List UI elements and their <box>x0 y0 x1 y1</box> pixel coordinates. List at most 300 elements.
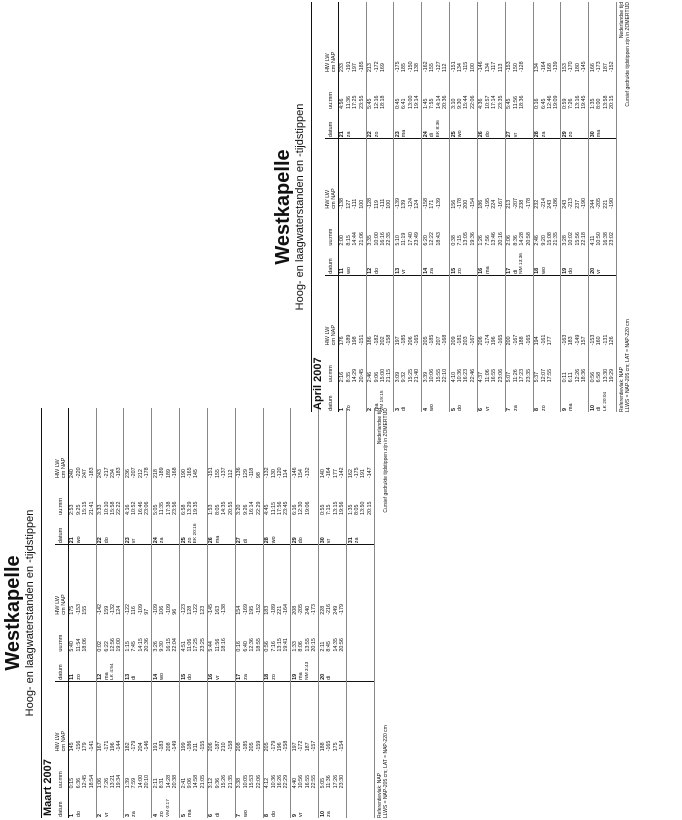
day-17-times-cell <box>235 616 263 653</box>
day-15-date-cell <box>450 247 478 276</box>
day-14-heights-cell <box>422 139 450 210</box>
day-30-ht: -152 <box>608 61 615 73</box>
day-21-ht: -183 <box>88 467 95 479</box>
header-unit: cm NAP <box>61 730 68 752</box>
header-hwlw: HW LW <box>55 595 61 615</box>
day-4-tm: 22:10 <box>442 368 449 383</box>
day-6-times-cell <box>477 346 505 383</box>
header-date: datum <box>55 653 68 682</box>
day-10-times-cell <box>319 752 347 789</box>
day-13-ht: 124 <box>414 199 421 209</box>
day-25-ht: 145 <box>193 469 200 479</box>
day-17-date-cell <box>235 653 263 682</box>
day-17-times-cell <box>505 210 533 247</box>
day-24-tm: 11:35 <box>159 501 166 516</box>
day-12-ht: -128 <box>367 197 374 209</box>
day-4-tm: 20:38 <box>172 774 179 789</box>
day-31-heights-cell <box>346 408 374 479</box>
day-4-ht: -183 <box>159 740 166 752</box>
day-19-ht: -173 <box>311 603 318 615</box>
day-5-ht: -155 <box>199 740 206 752</box>
day-22-weekday: do <box>103 537 110 544</box>
day-15-date-cell <box>180 653 208 682</box>
day-20-times-cell <box>319 616 347 653</box>
day-14-weekday: za <box>429 268 436 274</box>
day-4-tm: 3:39 <box>422 371 429 383</box>
day-17-moon-phase: NM 13:36 <box>519 253 525 274</box>
day-16-tm: 7:56 <box>484 235 491 246</box>
day-8-ht: 194 <box>534 336 541 346</box>
day-16-weekday: vr <box>214 675 221 680</box>
day-23-ht: -150 <box>407 61 414 73</box>
day-26-number: 26 <box>208 537 215 544</box>
day-6-tm: 9:36 <box>214 777 221 789</box>
day-28-weekday: wo <box>270 536 277 544</box>
day-2-ht: -182 <box>373 334 380 346</box>
day-24-ht: 155 <box>429 63 436 73</box>
day-16-ht: 163 <box>214 605 221 615</box>
day-8-tm: 4:12 <box>264 777 271 789</box>
day-10-date-cell <box>589 383 617 412</box>
day-15-weekday: do <box>187 673 194 680</box>
day-6-number: 6 <box>208 814 215 817</box>
day-3-heights-cell <box>394 275 422 346</box>
day-13-tm: 23:49 <box>414 232 421 246</box>
day-26-heights-cell <box>207 408 235 479</box>
header-date: datum <box>325 383 338 412</box>
day-27-ht: -136 <box>236 467 243 479</box>
day-3-weekday: di <box>401 406 408 411</box>
day-30-ht: 140 <box>319 469 326 479</box>
day-6-tm: 11:06 <box>484 369 491 383</box>
day-13-ht: 97 <box>144 608 151 615</box>
day-4-number: 4 <box>422 408 429 411</box>
day-24-heights-cell <box>152 408 180 479</box>
day-27-heights-cell <box>505 2 533 73</box>
header-height <box>325 2 338 73</box>
day-8-tm: 12:07 <box>540 368 547 383</box>
day-20-ht: 244 <box>589 199 596 209</box>
day-10-date-cell <box>319 789 347 818</box>
day-4-times-cell <box>152 752 180 789</box>
day-3-ht: -185 <box>401 334 408 346</box>
day-20-ht: -190 <box>608 197 615 209</box>
day-27-tm: 18:36 <box>519 95 526 110</box>
day-7-tm: 17:23 <box>519 368 526 383</box>
day-14-tm: 18:43 <box>435 232 442 246</box>
day-5-number: 5 <box>180 814 187 817</box>
day-27-weekday: vr <box>512 132 519 138</box>
header-time: uu:mm <box>325 73 338 110</box>
day-2-tm: 19:34 <box>116 774 123 789</box>
day-11-ht: 127 <box>345 199 352 209</box>
day-1-tm: 14:29 <box>352 368 359 383</box>
day-22-weekday: zo <box>373 131 380 138</box>
day-23-date-cell <box>394 110 422 139</box>
day-4-tm: 2:11 <box>152 778 159 789</box>
day-3-date-cell <box>124 789 152 818</box>
day-23-ht: 138 <box>414 63 421 73</box>
day-28-weekday: za <box>540 131 547 138</box>
day-21-ht: -185 <box>358 61 365 73</box>
day-12-times-cell <box>96 616 124 653</box>
day-2-heights-cell <box>366 275 394 346</box>
day-2-ht: 196 <box>110 742 117 752</box>
day-28-ht: 114 <box>283 469 290 479</box>
day-31-tm: 13:50 <box>360 501 367 516</box>
day-12-tm: 12:56 <box>110 638 117 652</box>
day-29-ht: 154 <box>298 469 305 479</box>
day-3-ht: 204 <box>137 742 144 752</box>
day-26-ht: 134 <box>484 63 491 73</box>
day-19-ht: -190 <box>581 197 588 209</box>
day-19-ht: 208 <box>291 605 298 615</box>
day-8-heights-cell <box>263 681 291 752</box>
day-22-date-cell <box>366 110 394 139</box>
day-3-ht: 206 <box>407 336 414 346</box>
day-6-tm: 23:06 <box>497 368 504 383</box>
day-30-tm: 0:55 <box>319 504 326 516</box>
day-17-number: 17 <box>506 267 513 274</box>
day-3-number: 3 <box>395 408 402 411</box>
day-7-number: 7 <box>506 408 513 411</box>
day-26-tm: 4:36 <box>478 98 485 110</box>
day-24-times-cell <box>152 479 180 516</box>
table-row <box>291 408 319 818</box>
day-30-ht: 177 <box>332 469 339 479</box>
day-22-tm: 22:22 <box>116 501 123 516</box>
day-21-ht: -220 <box>75 467 82 479</box>
day-6-tm: 21:35 <box>227 774 234 789</box>
day-27-ht: -118 <box>249 467 256 479</box>
day-15-heights-cell <box>180 545 208 616</box>
day-7-number: 7 <box>236 814 243 817</box>
day-4-ht: 208 <box>165 742 172 752</box>
day-14-number: 14 <box>422 267 429 274</box>
day-24-ht: 189 <box>165 469 172 479</box>
header-hwlw: HW LW <box>55 732 61 752</box>
day-27-times-cell <box>505 73 533 110</box>
day-23-tm: 23:06 <box>144 501 151 516</box>
day-5-tm: 4:10 <box>450 371 457 383</box>
header-time: uu:mm <box>55 752 68 789</box>
day-25-tm: 3:10 <box>450 98 457 110</box>
day-13-tm: 5:10 <box>395 235 402 246</box>
day-7-tm: 15:53 <box>249 774 256 789</box>
day-26-ht: 113 <box>497 63 504 73</box>
day-7-ht: -159 <box>255 740 262 752</box>
day-12-tm: 16:16 <box>380 232 387 246</box>
day-7-tm: 3:38 <box>236 777 243 789</box>
day-23-heights-cell <box>124 408 152 479</box>
day-8-date-cell <box>533 383 561 412</box>
day-30-tm: 7:15 <box>326 504 333 516</box>
day-24-ht: 112 <box>442 63 449 73</box>
day-9-ht: -149 <box>574 334 581 346</box>
day-10-ht: 175 <box>332 742 339 752</box>
station-subtitle: Hoog- en laagwaterstanden en -tijdstippen <box>24 509 36 717</box>
day-9-tm: 18:36 <box>581 368 588 383</box>
day-12-ht: 124 <box>116 605 123 615</box>
day-7-heights-cell <box>505 275 533 346</box>
day-10-ht: -154 <box>338 740 345 752</box>
day-27-ht: 150 <box>512 63 519 73</box>
table-header-row <box>55 408 68 818</box>
header-height <box>325 275 338 346</box>
footer-reference-line: LLWS = NAP-205 cm; LAT = NAP-220 cm <box>624 319 631 412</box>
station-title: Westkapelle <box>272 149 294 265</box>
day-3-number: 3 <box>125 814 132 817</box>
day-11-ht: -111 <box>352 198 359 209</box>
day-21-heights-cell <box>68 408 96 479</box>
day-6-tm: 15:26 <box>221 774 228 789</box>
day-28-tm: 6:45 <box>540 98 547 110</box>
day-27-tm: 11:56 <box>512 95 519 110</box>
day-21-date-cell <box>68 516 96 545</box>
day-2-ht: -144 <box>116 740 123 752</box>
day-15-tm: 19:36 <box>469 232 476 246</box>
day-23-ht: 185 <box>401 63 408 73</box>
day-18-tm: 0:56 <box>264 641 271 652</box>
table-row <box>152 408 180 818</box>
day-24-tm: 1:45 <box>422 98 429 110</box>
day-23-tm: 0:45 <box>395 98 402 110</box>
day-27-tm: 16:14 <box>249 501 256 516</box>
day-15-ht: 128 <box>187 605 194 615</box>
day-29-date-cell <box>561 110 589 139</box>
day-15-tm: 4:51 <box>180 641 187 652</box>
day-5-number: 5 <box>450 408 457 411</box>
day-20-ht: -205 <box>596 197 603 209</box>
day-28-tm: 17:56 <box>276 501 283 516</box>
day-1-times-cell <box>338 346 366 383</box>
day-2-times-cell <box>96 752 124 789</box>
day-12-ht: -142 <box>97 603 104 615</box>
tide-table <box>325 2 617 412</box>
day-1-ht: -189 <box>345 334 352 346</box>
footer-time-note: Cursief gedrukte tijdstippen zijn in ZOMERTIJD <box>624 2 631 107</box>
day-5-tm: 16:23 <box>463 368 470 383</box>
day-6-heights-cell <box>477 275 505 346</box>
day-22-heights-cell <box>96 408 124 479</box>
day-1-number: 1 <box>339 408 346 411</box>
day-15-ht: 200 <box>463 199 470 209</box>
day-24-date-cell <box>422 110 450 139</box>
day-22-ht: -217 <box>103 467 110 479</box>
day-11-weekday: zo <box>75 674 82 680</box>
day-23-number: 23 <box>395 131 402 138</box>
day-18-tm: 13:15 <box>276 638 283 652</box>
day-13-tm: 11:19 <box>401 232 408 246</box>
day-6-ht: 210 <box>221 742 228 752</box>
day-3-heights-cell <box>124 681 152 752</box>
day-10-ht: 160 <box>596 336 603 346</box>
footer-time-note: Nederlandse tijd <box>376 408 383 445</box>
day-20-ht: -216 <box>326 603 333 615</box>
day-31-date-cell <box>346 516 374 545</box>
day-7-times-cell <box>235 752 263 789</box>
day-13-tm: 7:45 <box>131 641 138 652</box>
day-31-ht: -147 <box>366 467 373 479</box>
station-subtitle: Hoog- en laagwaterstanden en -tijdstippen <box>294 103 306 311</box>
day-11-heights-cell <box>68 545 96 616</box>
day-21-tm: 9:25 <box>75 504 82 516</box>
day-7-ht: 205 <box>249 742 256 752</box>
day-1-times-cell <box>68 752 96 789</box>
day-17-heights-cell <box>505 139 533 210</box>
day-30-tm: 20:15 <box>608 95 615 110</box>
day-12-heights-cell <box>366 139 394 210</box>
day-19-tm: 22:18 <box>581 232 588 246</box>
day-9-number: 9 <box>291 814 298 817</box>
day-18-tm: 7:16 <box>270 641 277 652</box>
day-20-number: 20 <box>589 267 596 274</box>
day-18-ht: 183 <box>264 605 271 615</box>
day-2-moon-phase: VM 19:15 <box>380 390 386 411</box>
day-10-times-cell <box>589 346 617 383</box>
day-13-date-cell <box>394 247 422 276</box>
day-8-ht: 205 <box>264 742 271 752</box>
day-27-tm: 22:29 <box>255 501 262 516</box>
day-14-tm: 9:30 <box>159 641 166 652</box>
day-4-ht: 207 <box>435 336 442 346</box>
day-24-weekday: di <box>429 133 436 138</box>
day-19-tm: 10:02 <box>568 232 575 246</box>
header-height <box>55 681 68 752</box>
day-3-ht: 197 <box>395 336 402 346</box>
day-23-weekday: ma <box>401 129 408 138</box>
day-30-ht: 187 <box>602 63 609 73</box>
month-heading: April 2007 <box>311 2 325 412</box>
day-9-tm: 22:55 <box>311 774 318 789</box>
day-18-ht: -186 <box>553 197 560 209</box>
day-31-tm: 20:15 <box>366 501 373 516</box>
day-10-heights-cell <box>319 681 347 752</box>
day-4-ht: 205 <box>422 336 429 346</box>
day-11-ht: 155 <box>82 605 89 615</box>
day-5-date-cell <box>450 383 478 412</box>
day-3-ht: -146 <box>144 740 151 752</box>
day-19-tm: 15:56 <box>574 232 581 246</box>
header-time: uu:mm <box>325 210 338 247</box>
day-1-tm: 20:45 <box>358 368 365 383</box>
day-10-moon-phase: LK 20:04 <box>602 391 608 411</box>
day-21-weekday: wo <box>75 536 82 544</box>
day-23-ht: 236 <box>125 469 132 479</box>
day-22-ht: 243 <box>97 469 104 479</box>
day-16-ht: -145 <box>208 603 215 615</box>
day-6-tm: 16:55 <box>491 368 498 383</box>
day-16-tm: 18:16 <box>221 638 228 652</box>
day-6-ht: -158 <box>227 740 234 752</box>
day-14-ht: -139 <box>435 197 442 209</box>
day-24-ht: -168 <box>172 467 179 479</box>
day-12-moon-phase: LK 4:54 <box>110 663 116 680</box>
day-22-times-cell <box>96 479 124 516</box>
day-9-date-cell <box>291 789 319 818</box>
day-30-tm: 19:56 <box>338 501 345 516</box>
day-13-ht: 116 <box>131 606 138 615</box>
day-5-times-cell <box>180 752 208 789</box>
table-row <box>394 2 422 412</box>
day-20-ht: 228 <box>319 605 326 615</box>
day-17-tm: 20:58 <box>525 232 532 246</box>
day-25-heights-cell <box>450 2 478 73</box>
day-16-weekday: ma <box>484 266 491 274</box>
day-9-date-cell <box>561 383 589 412</box>
day-11-tm: 8:15 <box>345 235 352 246</box>
day-25-heights-cell <box>180 408 208 479</box>
day-6-ht: -187 <box>214 740 221 752</box>
day-2-ht: -158 <box>386 334 393 346</box>
day-25-weekday: wo <box>457 130 464 138</box>
day-21-ht: 240 <box>69 469 76 479</box>
day-26-ht: -151 <box>208 467 215 479</box>
day-18-ht: -164 <box>283 603 290 615</box>
day-11-tm: 11:54 <box>75 638 82 652</box>
day-12-weekday: ma <box>103 672 110 680</box>
day-6-weekday: di <box>214 812 221 817</box>
day-25-ht: 100 <box>469 63 476 73</box>
day-2-ht: 167 <box>97 742 104 752</box>
day-27-heights-cell <box>235 408 263 479</box>
day-20-ht: -179 <box>338 603 345 615</box>
day-2-tm: 9:06 <box>373 371 380 383</box>
day-9-heights-cell <box>561 275 589 346</box>
day-23-number: 23 <box>125 537 132 544</box>
day-5-heights-cell <box>450 275 478 346</box>
day-7-tm: 5:07 <box>506 371 513 383</box>
day-9-times-cell <box>561 346 589 383</box>
day-1-heights-cell <box>338 275 366 346</box>
day-29-heights-cell <box>561 2 589 73</box>
day-26-date-cell <box>207 516 235 545</box>
day-11-tm: 14:44 <box>352 232 359 246</box>
day-21-tm: 11:36 <box>345 95 352 110</box>
day-4-ht: -149 <box>172 740 179 752</box>
day-21-times-cell <box>68 479 96 516</box>
day-4-weekday: zo <box>159 811 166 817</box>
day-18-ht: 221 <box>276 605 283 615</box>
day-6-ht: -174 <box>484 334 491 346</box>
day-17-weekday: di <box>512 269 519 274</box>
day-2-ht: 202 <box>380 336 387 346</box>
day-25-moon-phase: EK 20:16 <box>193 523 199 544</box>
day-18-ht: -189 <box>270 603 277 615</box>
day-1-ht: -151 <box>358 334 365 346</box>
day-19-ht: 237 <box>574 199 581 209</box>
day-14-tm: 6:20 <box>422 235 429 246</box>
day-3-tm: 7:59 <box>131 777 138 789</box>
day-16-date-cell <box>207 653 235 682</box>
day-1-number: 1 <box>69 814 76 817</box>
day-11-tm: 2:00 <box>339 235 346 246</box>
day-22-ht: 169 <box>380 63 387 73</box>
day-14-ht: 106 <box>159 605 166 615</box>
day-13-ht: -109 <box>137 603 144 615</box>
day-15-tm: 7:15 <box>457 235 464 246</box>
day-6-number: 6 <box>478 408 485 411</box>
day-17-tm: 18:55 <box>255 638 262 652</box>
day-22-tm: 10:10 <box>103 501 110 516</box>
day-1-tm: 8:35 <box>345 371 352 383</box>
day-1-ht: -141 <box>88 740 95 752</box>
day-21-tm: 17:25 <box>352 95 359 110</box>
day-19-tm: 20:15 <box>311 638 318 652</box>
header-height <box>55 408 68 479</box>
day-1-tm: 2:16 <box>339 371 346 383</box>
day-7-ht: 208 <box>236 742 243 752</box>
